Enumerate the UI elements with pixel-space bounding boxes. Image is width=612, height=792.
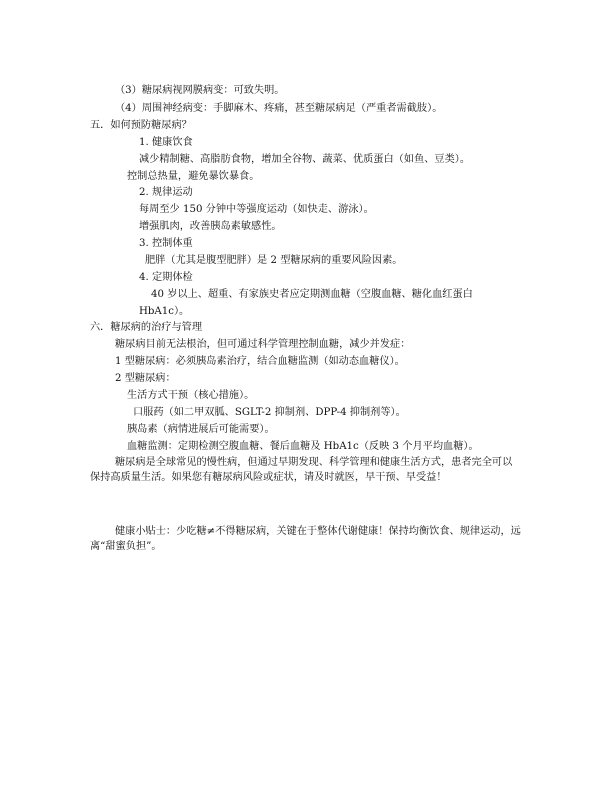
treatment-type2-heading: 2 型糖尿病： bbox=[115, 373, 176, 384]
treatment-insulin: 胰岛素（病情进展后可能需要）。 bbox=[127, 424, 275, 435]
section-6-heading: 六．糖尿病的治疗与管理 bbox=[90, 322, 203, 333]
prevention-4-text-cont: HbA1c）。 bbox=[139, 306, 190, 317]
summary-paragraph: 糖尿病是全球常见的慢性病，但通过早期发现、科学管理和健康生活方式，患者完全可以保持高质量生活。如果您有糖尿病风险或症状，请及时就医，早干预、早受益！ bbox=[90, 457, 513, 484]
prevention-3-text: 肥胖（尤其是腹型肥胖）是 2 型糖尿病的重要风险因素。 bbox=[145, 255, 403, 266]
prevention-4-text: 40 岁以上、超重、有家族史者应定期测血糖（空腹血糖、糖化血红蛋白 bbox=[151, 289, 473, 300]
prevention-4-title: 4. 定期体检 bbox=[139, 272, 193, 283]
complication-neuropathy: （4）周围神经病变：手脚麻木、疼痛，甚至糖尿病足（严重者需截肢）。 bbox=[115, 103, 443, 114]
prevention-1-title: 1. 健康饮食 bbox=[139, 137, 193, 148]
prevention-2-text: 每周至少 150 分钟中等强度运动（如快走、游泳）。 bbox=[139, 204, 374, 215]
health-tip-paragraph: 健康小贴士：少吃糖≠不得糖尿病，关键在于整体代谢健康！保持均衡饮食、规律运动，远离“甜蜜负担”。 bbox=[90, 526, 521, 553]
treatment-type1: 1 型糖尿病：必须胰岛素治疗，结合血糖监测（如动态血糖仪）。 bbox=[115, 356, 405, 367]
prevention-1-text-cont: 控制总热量，避免暴饮暴食。 bbox=[127, 171, 260, 182]
prevention-2-text-cont: 增强肌肉，改善胰岛素敏感性。 bbox=[139, 221, 282, 232]
section-5-heading: 五．如何预防糖尿病？ bbox=[90, 120, 192, 131]
prevention-2-title: 2. 规律运动 bbox=[139, 187, 193, 198]
prevention-1-text: 减少精制糖、高脂肪食物，增加全谷物、蔬菜、优质蛋白（如鱼、豆类）。 bbox=[139, 154, 471, 165]
prevention-3-title: 3. 控制体重 bbox=[139, 238, 193, 249]
treatment-lifestyle: 生活方式干预（核心措施）。 bbox=[127, 390, 255, 401]
complication-retinopathy: （3）糖尿病视网膜病变：可致失明。 bbox=[115, 85, 285, 96]
treatment-intro: 糖尿病目前无法根治，但可通过科学管理控制血糖，减少并发症： bbox=[115, 339, 411, 350]
treatment-glucose-monitoring: 血糖监测：定期检测空腹血糖、餐后血糖及 HbA1c（反映 3 个月平均血糖）。 bbox=[127, 441, 479, 452]
treatment-oral-drugs: 口服药（如二甲双胍、SGLT-2 抑制剂、DPP-4 抑制剂等）。 bbox=[133, 407, 406, 418]
